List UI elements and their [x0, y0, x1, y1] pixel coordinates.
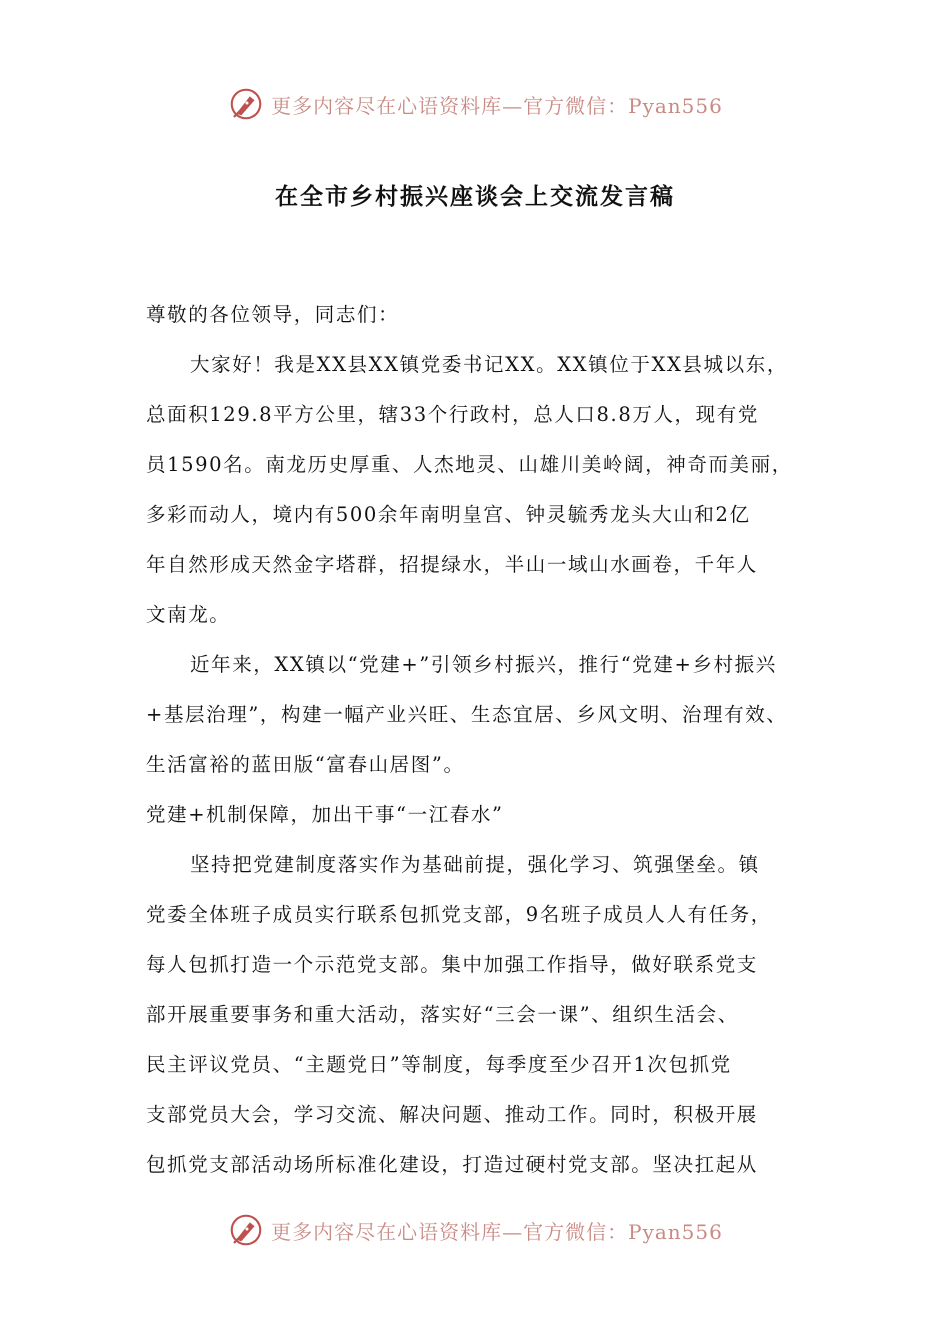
- text-line: 员1590名。南龙历史厚重、人杰地灵、山雄川美岭阔，神奇而美丽，: [146, 453, 793, 476]
- text-line: 生活富裕的蓝田版“富春山居图”。: [146, 753, 465, 776]
- text-line: 党建+机制保障，加出干事“一江春水”: [146, 803, 504, 826]
- text-line: 每人包抓打造一个示范党支部。集中加强工作指导，做好联系党支: [146, 953, 758, 976]
- text-line: 多彩而动人，境内有500余年南明皇宫、钟灵毓秀龙头大山和2亿: [146, 503, 751, 526]
- text-line: 近年来，XX镇以“党建+”引领乡村振兴，推行“党建+乡村振兴: [190, 653, 777, 676]
- pen-nib-logo-icon: [227, 1211, 265, 1249]
- watermark-text: 更多内容尽在心语资料库—官方微信：Pyan556: [271, 1219, 723, 1244]
- text-line: 坚持把党建制度落实作为基础前提，强化学习、筑强堡垒。镇: [190, 853, 760, 876]
- watermark-banner-top: [0, 82, 950, 126]
- text-line: 部开展重要事务和重大活动，落实好“三会一课”、组织生活会、: [146, 1003, 739, 1026]
- text-line: +基层治理”，构建一幅产业兴旺、生态宜居、乡风文明、治理有效、: [146, 703, 788, 726]
- text-line: 文南龙。: [146, 603, 231, 626]
- text-line: 民主评议党员、“主题党日”等制度，每季度至少召开1次包抓党: [146, 1053, 732, 1076]
- document-title: 在全市乡村振兴座谈会上交流发言稿: [275, 184, 675, 210]
- pen-nib-logo-icon: [227, 85, 265, 123]
- watermark-text: 更多内容尽在心语资料库—官方微信：Pyan556: [271, 93, 723, 118]
- text-line: 包抓党支部活动场所标准化建设，打造过硬村党支部。坚决扛起从: [146, 1153, 758, 1176]
- text-line: 尊敬的各位领导，同志们：: [146, 303, 400, 326]
- text-line: 党委全体班子成员实行联系包抓党支部，9名班子成员人人有任务，: [146, 903, 772, 926]
- text-line: 大家好！我是XX县XX镇党委书记XX。XX镇位于XX县城以东，: [190, 353, 788, 376]
- document-body: [146, 290, 811, 1190]
- text-line: 总面积129.8平方公里，辖33个行政村，总人口8.8万人，现有党: [146, 403, 759, 426]
- text-line: 年自然形成天然金字塔群，招提绿水，半山一域山水画卷，千年人: [146, 553, 758, 576]
- watermark-banner-bottom: [0, 1208, 950, 1252]
- text-line: 支部党员大会，学习交流、解决问题、推动工作。同时，积极开展: [146, 1103, 758, 1126]
